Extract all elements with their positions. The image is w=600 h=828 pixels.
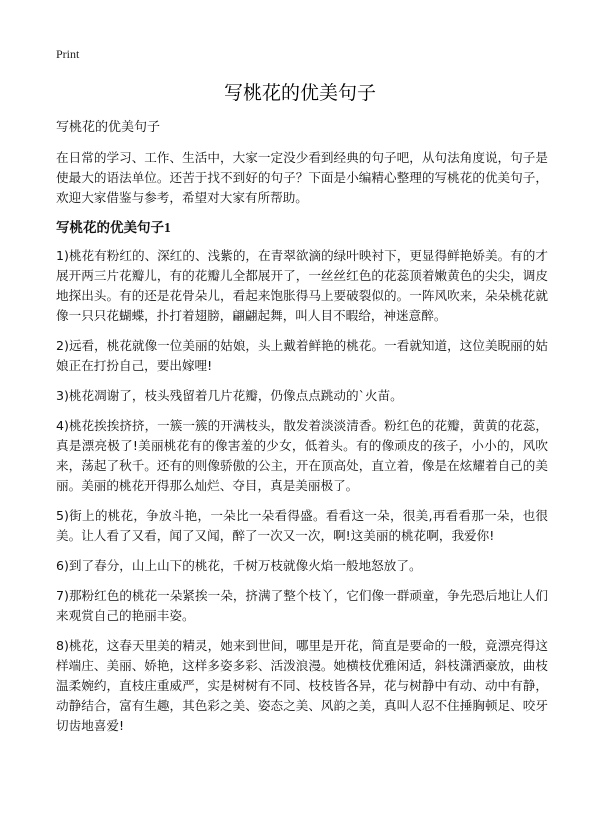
- sentence-paragraph-5: 5)街上的桃花，争放斗艳，一朵比一朵看得盛。看看这一朵，很美,再看看那一朵，也很美。让人看了又看，闻了又闻，醉了一次又一次，啊!这美丽的桃花啊，我爱你!: [56, 508, 548, 543]
- print-link[interactable]: Print: [56, 47, 80, 61]
- sentence-paragraph-7: 7)那粉红色的桃花一朵紧挨一朵，挤满了整个枝丫，它们像一群顽童，争先恐后地让人们来观赏自己的艳丽丰姿。: [56, 588, 548, 623]
- sentence-paragraph-6: 6)到了春分，山上山下的桃花，千树万枝就像火焰一般地怒放了。: [56, 558, 422, 573]
- document-title: 写桃花的优美句子: [223, 82, 376, 104]
- section-heading: 写桃花的优美句子1: [56, 220, 171, 235]
- article-body: [56, 118, 548, 746]
- article-subtitle: 写桃花的优美句子: [56, 120, 161, 135]
- sentence-paragraph-8: 8)桃花，这春天里美的精灵，她来到世间，哪里是开花，简直是要命的一般，竟漂亮得这样端庄、美丽、娇艳，这样多姿多彩、活泼浪漫。她横枝优雅闲适，斜枝潇洒豪放，曲枝温柔婉约，直枝庄重威严，实是树树有不同、枝枝皆各异，花与树静中有动、动中有静，动静结合，富有生趣，其色彩之美、姿态之美、风韵之美，真叫人忍不住捶胸顿足、咬牙切齿地喜爱!: [56, 638, 548, 733]
- intro-paragraph: 在日常的学习、工作、生活中，大家一定没少看到经典的句子吧，从句法角度说，句子是使最大的语法单位。还苦于找不到好的句子？下面是小编精心整理的写桃花的优美句子，欢迎大家借鉴与参考，希望对大家有所帮助。: [56, 150, 548, 205]
- sentence-paragraph-2: 2)远看，桃花就像一位美丽的姑娘，头上戴着鲜艳的桃花。一看就知道，这位美睨丽的姑娘正在打扮自己，要出嫁哩!: [56, 338, 548, 373]
- sentence-paragraph-3: 3)桃花凋谢了，枝头残留着几片花瓣，仍像点点跳动的`火苗。: [56, 388, 403, 403]
- sentence-paragraph-1: 1)桃花有粉红的、深红的、浅紫的，在青翠欲滴的绿叶映衬下，更显得鲜艳娇美。有的才展开两三片花瓣儿，有的花瓣儿全都展开了，一丝丝红色的花蕊顶着嫩黄色的尖尖，调皮地探出头。有的还是花骨朵儿，看起来饱胀得马上要破裂似的。一阵风吹来，朵朵桃花就像一只只花蝴蝶，扑打着翅膀，翩翩起舞，叫人目不暇给，神迷意醉。: [56, 248, 548, 323]
- sentence-paragraph-4: 4)桃花挨挨挤挤，一簇一簇的开满枝头，散发着淡淡清香。粉红色的花瓣，黄黄的花蕊，真是漂亮极了!美丽桃花有的像害羞的少女，低着头。有的像顽皮的孩子，小小的，风吹来，荡起了秋千。还有的则像骄傲的公主，开在顶高处，直立着，像是在炫耀着自己的美丽。美丽的桃花开得那么灿烂、夺目，真是美丽极了。: [56, 418, 548, 493]
